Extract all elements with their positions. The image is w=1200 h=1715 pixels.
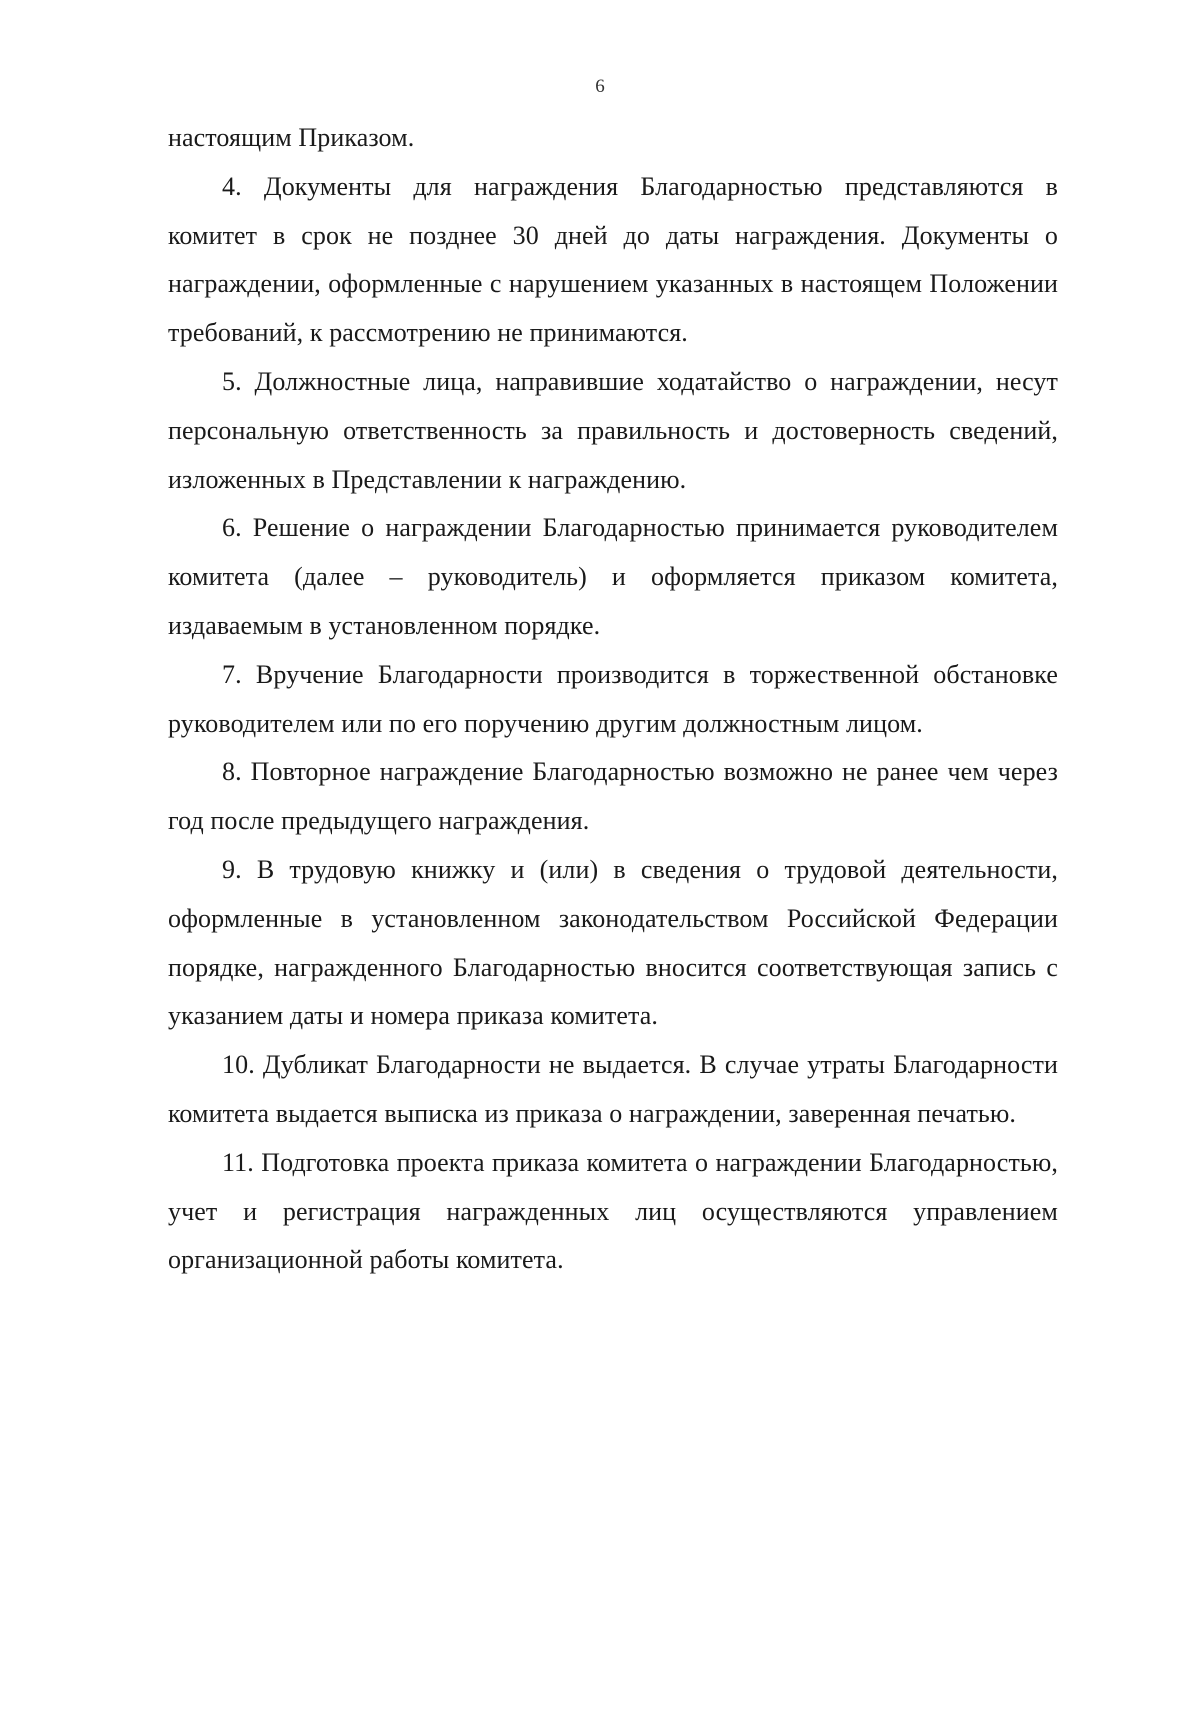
page-number: 6 (595, 76, 605, 97)
paragraph-5: 5. Должностные лица, направившие ходатайство о награждении, несут персональную ответственность за правильность и достоверность сведений, изложенных в Представлении к награждению. (168, 366, 1058, 494)
paragraph-6: 6. Решение о награждении Благодарностью принимается руководителем комитета (далее – руководитель) и оформляется приказом комитета, издаваемым в установленном порядке. (168, 513, 1058, 640)
paragraph-4: 4. Документы для награждения Благодарностью представляются в комитет в срок не позднее 30 дней до даты награждения. Документы о награждении, оформленные с нарушением указанных в настоящем Положении требований, к рассмотрению не принимаются. (168, 171, 1058, 348)
paragraph-8: 8. Повторное награждение Благодарностью возможно не ранее чем через год после предыдущего награждения. (168, 757, 1058, 836)
paragraph-11: 11. Подготовка проекта приказа комитета о награждении Благодарностью, учет и регистрация награжденных лиц осуществляются управлением организационной работы комитета. (168, 1147, 1058, 1275)
paragraph-continuation: настоящим Приказом. (168, 123, 415, 152)
document-body (168, 114, 1058, 1285)
paragraph-10: 10. Дубликат Благодарности не выдается. В случае утраты Благодарности комитета выдается выписка из приказа о награждении, заверенная печатью. (168, 1050, 1058, 1128)
paragraph-9: 9. В трудовую книжку и (или) в сведения о трудовой деятельности, оформленные в установленном законодательством Российской Федерации порядке, награжденного Благодарностью вносится соответствующая запись с указанием даты и номера приказа комитета. (168, 854, 1058, 1031)
paragraph-7: 7. Вручение Благодарности производится в торжественной обстановке руководителем или по его поручению другим должностным лицом. (168, 659, 1058, 738)
